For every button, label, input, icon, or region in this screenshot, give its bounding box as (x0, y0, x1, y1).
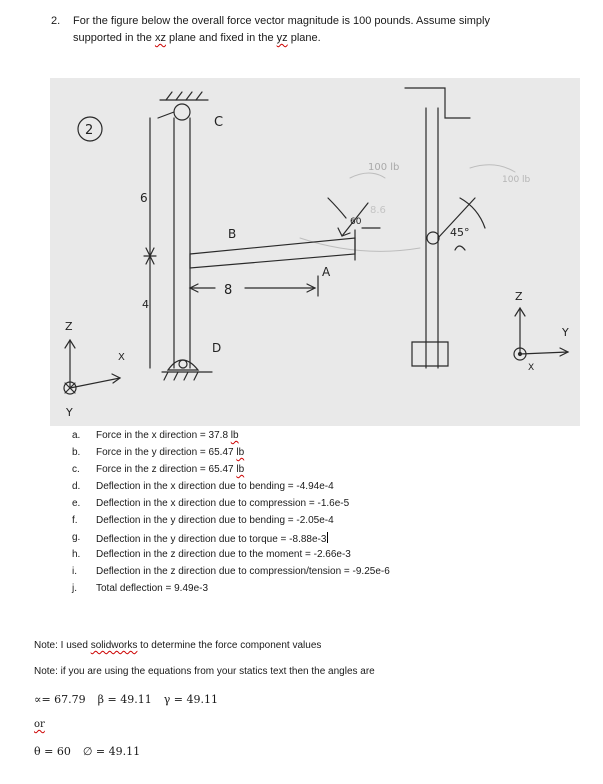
axis-x-left: X (118, 352, 125, 363)
spherical-angles (34, 745, 152, 758)
answer-body: Force in the x direction = 37.8 (96, 430, 231, 441)
answer-text: Deflection in the x direction due to bending = -4.94e-4 (96, 481, 334, 492)
angle-alpha: ∝= 67.79 (34, 693, 86, 706)
axes-left (64, 340, 120, 394)
answer-body: Force in the z direction = 65.47 (96, 464, 237, 475)
note1-post: to determine the force component values (137, 640, 322, 651)
answer-text: Deflection in the z direction due to the moment = -2.66e-3 (96, 549, 351, 560)
angle-forty-five: 45° (450, 226, 470, 239)
note1-pre: Note: I used (34, 640, 91, 651)
force-arrow-right (438, 198, 485, 250)
axis-z-left: Z (65, 320, 73, 333)
or-word (34, 719, 57, 730)
or-label: or (34, 719, 45, 730)
horizontal-arm (190, 230, 355, 268)
note-solidworks (34, 640, 321, 651)
label-d: D (212, 341, 222, 355)
question-line-1: For the figure below the overall force vector magnitude is 100 pounds. Assume simply (73, 15, 490, 27)
angle-phi: ∅ = 49.11 (82, 745, 141, 758)
dim-six: 6 (140, 191, 148, 205)
answer-letter: c. (72, 464, 80, 475)
problem-figure (50, 78, 580, 426)
problem-number-label: 2 (85, 123, 94, 138)
answer-unit: lb (230, 430, 239, 441)
question-line-2 (73, 30, 573, 47)
answer-letter: f. (72, 515, 78, 526)
angle-theta: θ = 60 (34, 745, 71, 758)
answer-letter: g. (72, 532, 81, 543)
answer-letter: b. (72, 447, 81, 458)
answer-text: Deflection in the z direction due to compression/tension = -9.25e-6 (96, 566, 390, 577)
force-label-left: 100 lb (368, 162, 400, 173)
force-label-right: 100 lb (502, 175, 531, 185)
top-support (158, 92, 208, 120)
label-c: C (214, 115, 224, 130)
question-line-2-mid: plane and fixed in the (165, 32, 277, 44)
note-statics: Note: if you are using the equations from your statics text then the angles are (34, 666, 375, 677)
question-number: 2. (51, 15, 61, 27)
figure-sketch (50, 78, 580, 426)
faded-scribbles (300, 165, 515, 252)
dim-eight: 8 (224, 283, 233, 298)
answer-body: Force in the y direction = 65.47 (96, 447, 237, 458)
axis-z-right: Z (515, 290, 523, 303)
axis-x-right: X (528, 363, 535, 373)
answer-letter: d. (72, 481, 81, 492)
direction-angles (34, 693, 230, 706)
plane-yz: yz (276, 32, 288, 44)
answer-text (96, 430, 239, 441)
label-a: A (322, 265, 331, 279)
question-text (73, 13, 573, 47)
answer-unit: lb (236, 464, 245, 475)
answer-text: Deflection in the y direction due to bending = -2.05e-4 (96, 515, 334, 526)
answer-letter: e. (72, 498, 81, 509)
answer-text (96, 447, 244, 458)
angle-gamma: γ = 49.11 (163, 693, 218, 706)
answer-unit: lb (236, 447, 245, 458)
faded-label: 8.6 (370, 205, 386, 216)
bottom-support (162, 360, 212, 380)
left-column (174, 118, 190, 368)
vertical-dimension (144, 118, 156, 368)
label-b: B (228, 227, 237, 241)
answer-letter: i. (72, 566, 77, 577)
question-line-2-post: plane. (287, 32, 321, 44)
answer-letter: j. (72, 583, 77, 594)
answer-letter: h. (72, 549, 81, 560)
question-line-2-pre: supported in the (73, 32, 155, 44)
angle-beta: β = 49.11 (97, 693, 152, 706)
answer-body: Deflection in the y direction due to torque = -8.88e-3 (96, 534, 327, 545)
axis-y-left: Y (66, 406, 73, 419)
dim-four: 4 (142, 298, 149, 311)
answer-letter: a. (72, 430, 81, 441)
axis-y-right: Y (562, 326, 569, 339)
answer-text[interactable] (96, 532, 328, 545)
plane-xz: xz (154, 32, 166, 44)
text-cursor (327, 532, 328, 543)
answer-text: Deflection in the x direction due to compression = -1.6e-5 (96, 498, 350, 509)
axes-right (514, 308, 568, 360)
answer-text: Total deflection = 9.49e-3 (96, 583, 209, 594)
note1-word: solidworks (90, 640, 138, 651)
angle-sixty: 60 (350, 217, 362, 227)
horizontal-dimension (190, 276, 318, 296)
answer-text (96, 464, 244, 475)
